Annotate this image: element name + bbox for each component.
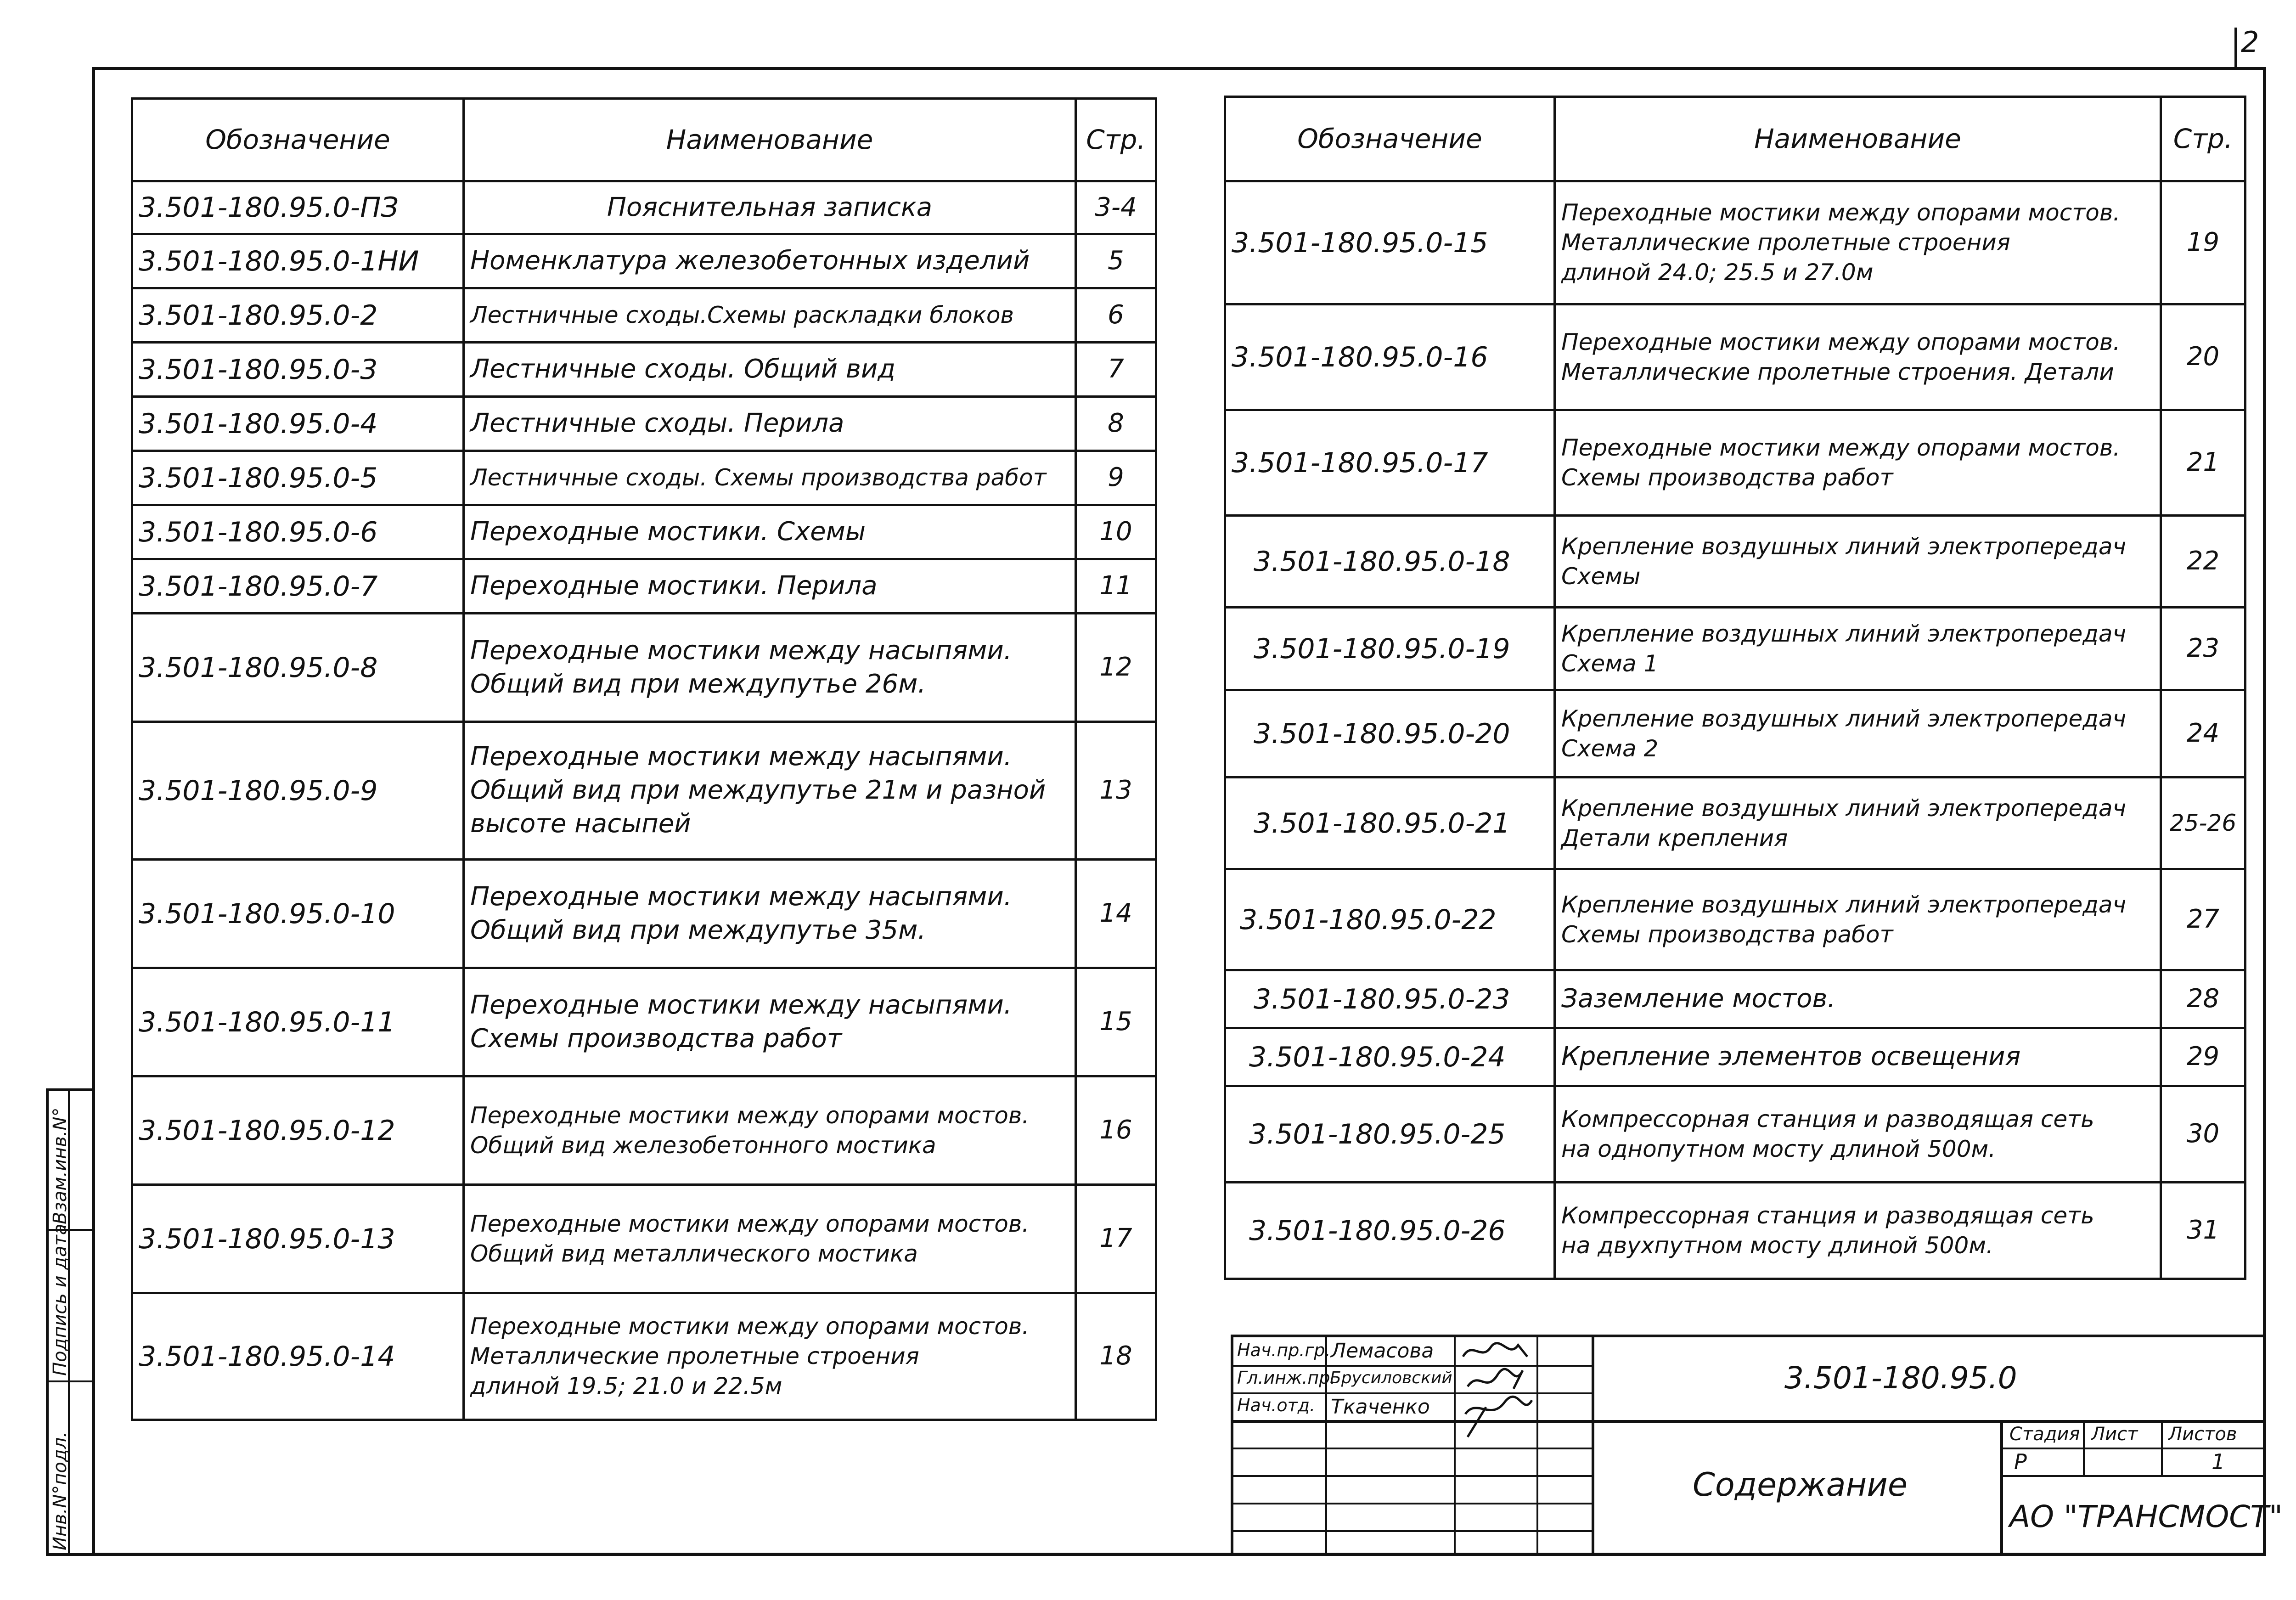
- row-code: 3.501-180.95.0-23: [1225, 970, 1555, 1028]
- row-code: 3.501-180.95.0-13: [132, 1185, 464, 1293]
- row-code: 3.501-180.95.0-18: [1225, 516, 1555, 608]
- row-name: Переходные мостики между насыпями. Общий вид при междупутье 26м.: [464, 614, 1076, 722]
- table-row: [132, 288, 1156, 343]
- signature-scribbles: [1458, 1338, 1536, 1444]
- row-page: 17: [1076, 1185, 1156, 1293]
- row-code: 3.501-180.95.0-19: [1225, 608, 1555, 690]
- tb-divider: [1536, 1337, 1538, 1556]
- row-name: Переходные мостики между насыпями. Схемы производства работ: [464, 968, 1076, 1076]
- row-page: 21: [2161, 410, 2245, 516]
- row-code: 3.501-180.95.0-16: [1225, 304, 1555, 410]
- company-name: АО "ТРАНСМОСТ": [2009, 1499, 2283, 1534]
- row-name: Переходные мостики между опорами мостов. Металлические пролетные строения. Детали: [1555, 304, 2161, 410]
- table-row: [1225, 970, 2245, 1028]
- tb-divider: [1233, 1392, 1592, 1394]
- row-code: 3.501-180.95.0-15: [1225, 181, 1555, 304]
- row-name: Заземление мостов.: [1555, 970, 2161, 1028]
- table-row: [1225, 1086, 2245, 1183]
- stage-value: Р: [2014, 1449, 2027, 1474]
- strip-label-vzam-inv: Взам.инв.N°: [50, 1107, 71, 1224]
- row-name: Компрессорная станция и разводящая сеть на однопутном мосту длиной 500м.: [1555, 1086, 2161, 1183]
- row-code: 3.501-180.95.0-5: [132, 451, 464, 505]
- row-page: 13: [1076, 722, 1156, 860]
- tb-divider: [2083, 1420, 2085, 1476]
- table-row: [132, 1293, 1156, 1420]
- row-code: 3.501-180.95.0-20: [1225, 690, 1555, 777]
- row-code: 3.501-180.95.0-6: [132, 505, 464, 559]
- row-page: 29: [2161, 1028, 2245, 1086]
- person-name: Ткаченко: [1331, 1395, 1430, 1419]
- tb-divider: [1233, 1503, 1592, 1504]
- row-page: 7: [1076, 343, 1156, 397]
- tb-divider: [1233, 1420, 2266, 1423]
- table-row: [132, 722, 1156, 860]
- sheets-value: 1: [2212, 1449, 2225, 1474]
- row-name: Лестничные сходы. Схемы производства работ: [464, 451, 1076, 505]
- stage-label: Стадия: [2009, 1424, 2080, 1445]
- row-name: Крепление воздушных линий электропередач Детали крепления: [1555, 777, 2161, 869]
- header-name: Наименование: [464, 99, 1076, 181]
- table-row: [132, 343, 1156, 397]
- binding-strip: [46, 1088, 92, 1556]
- row-page: 20: [2161, 304, 2245, 410]
- person-name: Брусиловский: [1330, 1369, 1452, 1387]
- row-name: Лестничные сходы. Перила: [464, 397, 1076, 451]
- header-code: Обозначение: [1225, 97, 1555, 181]
- document-title: Содержание: [1693, 1466, 1908, 1504]
- row-name: Переходные мостики между опорами мостов. Общий вид металлического мостика: [464, 1185, 1076, 1293]
- row-name: Переходные мостики. Схемы: [464, 505, 1076, 559]
- row-code: 3.501-180.95.0-3: [132, 343, 464, 397]
- tb-divider: [1233, 1475, 1592, 1477]
- table-row: [132, 968, 1156, 1076]
- table-row: [132, 860, 1156, 968]
- row-code: 3.501-180.95.0-11: [132, 968, 464, 1076]
- row-code: 3.501-180.95.0-1НИ: [132, 234, 464, 288]
- row-name: Компрессорная станция и разводящая сеть на двухпутном мосту длиной 500м.: [1555, 1183, 2161, 1279]
- contents-table-left: [131, 97, 1157, 1421]
- contents-table-right: [1224, 96, 2246, 1280]
- row-code: 3.501-180.95.0-26: [1225, 1183, 1555, 1279]
- row-name: Переходные мостики между опорами мостов. Металлические пролетные строения длиной 24.0; 25.5 и 27.0м: [1555, 181, 2161, 304]
- strip-label-signature-date: Подпись и дата: [50, 1223, 71, 1376]
- row-name: Переходные мостики между опорами мостов. Общий вид железобетонного мостика: [464, 1076, 1076, 1185]
- row-name: Номенклатура железобетонных изделий: [464, 234, 1076, 288]
- row-page: 5: [1076, 234, 1156, 288]
- tb-divider: [2003, 1448, 2266, 1449]
- row-code: 3.501-180.95.0-12: [132, 1076, 464, 1185]
- table-header-row: [132, 99, 1156, 181]
- table-row: [1225, 869, 2245, 970]
- header-page: Стр.: [2161, 97, 2245, 181]
- row-name: Лестничные сходы.Схемы раскладки блоков: [464, 288, 1076, 343]
- header-name: Наименование: [1555, 97, 2161, 181]
- tb-divider: [2000, 1420, 2003, 1556]
- row-page: 6: [1076, 288, 1156, 343]
- row-name: Переходные мостики. Перила: [464, 559, 1076, 614]
- row-name: Переходные мостики между опорами мостов. Схемы производства работ: [1555, 410, 2161, 516]
- row-name: Пояснительная записка: [464, 181, 1076, 234]
- table-row: [1225, 1028, 2245, 1086]
- table-row: [132, 451, 1156, 505]
- row-code: 3.501-180.95.0-17: [1225, 410, 1555, 516]
- row-code: 3.501-180.95.0-22: [1225, 869, 1555, 970]
- row-code: 3.501-180.95.0-8: [132, 614, 464, 722]
- person-name: Лемасова: [1331, 1339, 1434, 1363]
- row-code: 3.501-180.95.0-24: [1225, 1028, 1555, 1086]
- tb-divider: [1233, 1365, 1592, 1367]
- row-page: 11: [1076, 559, 1156, 614]
- row-page: 10: [1076, 505, 1156, 559]
- row-code: 3.501-180.95.0-25: [1225, 1086, 1555, 1183]
- tb-divider: [2161, 1420, 2163, 1476]
- row-page: 31: [2161, 1183, 2245, 1279]
- row-code: 3.501-180.95.0-10: [132, 860, 464, 968]
- table-row: [1225, 608, 2245, 690]
- table-row: [132, 181, 1156, 234]
- sheet-label: Лист: [2091, 1424, 2138, 1445]
- row-name: Крепление воздушных линий электропередач Схемы: [1555, 516, 2161, 608]
- row-code: 3.501-180.95.0-7: [132, 559, 464, 614]
- row-page: 9: [1076, 451, 1156, 505]
- row-name: Переходные мостики между насыпями. Общий вид при междупутье 21м и разной высоте насыпей: [464, 722, 1076, 860]
- table-row: [132, 505, 1156, 559]
- row-name: Крепление воздушных линий электропередач Схемы производства работ: [1555, 869, 2161, 970]
- row-page: 28: [2161, 970, 2245, 1028]
- row-name: Крепление элементов освещения: [1555, 1028, 2161, 1086]
- row-name: Переходные мостики между насыпями. Общий вид при междупутье 35м.: [464, 860, 1076, 968]
- row-name: Лестничные сходы. Общий вид: [464, 343, 1076, 397]
- row-code: 3.501-180.95.0-2: [132, 288, 464, 343]
- table-row: [1225, 690, 2245, 777]
- row-name: Крепление воздушных линий электропередач Схема 1: [1555, 608, 2161, 690]
- sheet-number: 2: [2241, 25, 2259, 59]
- table-row: [132, 614, 1156, 722]
- row-page: 18: [1076, 1293, 1156, 1420]
- table-row: [132, 559, 1156, 614]
- table-row: [1225, 181, 2245, 304]
- row-code: 3.501-180.95.0-21: [1225, 777, 1555, 869]
- tb-divider: [1233, 1448, 1592, 1449]
- strip-label-inv-podl: Инв.N°подл.: [50, 1431, 71, 1550]
- strip-divider: [49, 1380, 92, 1382]
- table-row: [132, 1076, 1156, 1185]
- role-label: Гл.инж.пр.: [1237, 1368, 1336, 1388]
- table-row: [132, 397, 1156, 451]
- table-row: [1225, 304, 2245, 410]
- row-page: 23: [2161, 608, 2245, 690]
- role-label: Нач.отд.: [1237, 1395, 1316, 1415]
- tb-divider: [1592, 1337, 1594, 1556]
- row-page: 16: [1076, 1076, 1156, 1185]
- row-code: 3.501-180.95.0-14: [132, 1293, 464, 1420]
- table-row: [1225, 1183, 2245, 1279]
- table-row: [132, 234, 1156, 288]
- table-row: [132, 1185, 1156, 1293]
- tb-divider: [1454, 1337, 1456, 1556]
- sheet-number-divider: [2234, 28, 2237, 69]
- table-row: [1225, 777, 2245, 869]
- row-code: 3.501-180.95.0-9: [132, 722, 464, 860]
- tb-divider: [1233, 1530, 1592, 1532]
- row-name: Переходные мостики между опорами мостов. Металлические пролетные строения длиной 19.5; 21.0 и 22.5м: [464, 1293, 1076, 1420]
- title-block: [1231, 1335, 2283, 1556]
- row-page: 24: [2161, 690, 2245, 777]
- row-page: 15: [1076, 968, 1156, 1076]
- row-page: 25-26: [2161, 777, 2245, 869]
- table-row: [1225, 516, 2245, 608]
- row-page: 3-4: [1076, 181, 1156, 234]
- row-page: 27: [2161, 869, 2245, 970]
- row-code: 3.501-180.95.0-ПЗ: [132, 181, 464, 234]
- tb-divider: [2003, 1475, 2266, 1477]
- row-name: Крепление воздушных линий электропередач Схема 2: [1555, 690, 2161, 777]
- role-label: Нач.пр.гр.: [1237, 1340, 1331, 1360]
- document-code: 3.501-180.95.0: [1784, 1360, 2017, 1396]
- row-page: 30: [2161, 1086, 2245, 1183]
- header-code: Обозначение: [132, 99, 464, 181]
- row-page: 19: [2161, 181, 2245, 304]
- sheets-label: Листов: [2168, 1424, 2237, 1445]
- row-page: 22: [2161, 516, 2245, 608]
- row-code: 3.501-180.95.0-4: [132, 397, 464, 451]
- row-page: 8: [1076, 397, 1156, 451]
- row-page: 12: [1076, 614, 1156, 722]
- header-page: Стр.: [1076, 99, 1156, 181]
- table-header-row: [1225, 97, 2245, 181]
- row-page: 14: [1076, 860, 1156, 968]
- table-row: [1225, 410, 2245, 516]
